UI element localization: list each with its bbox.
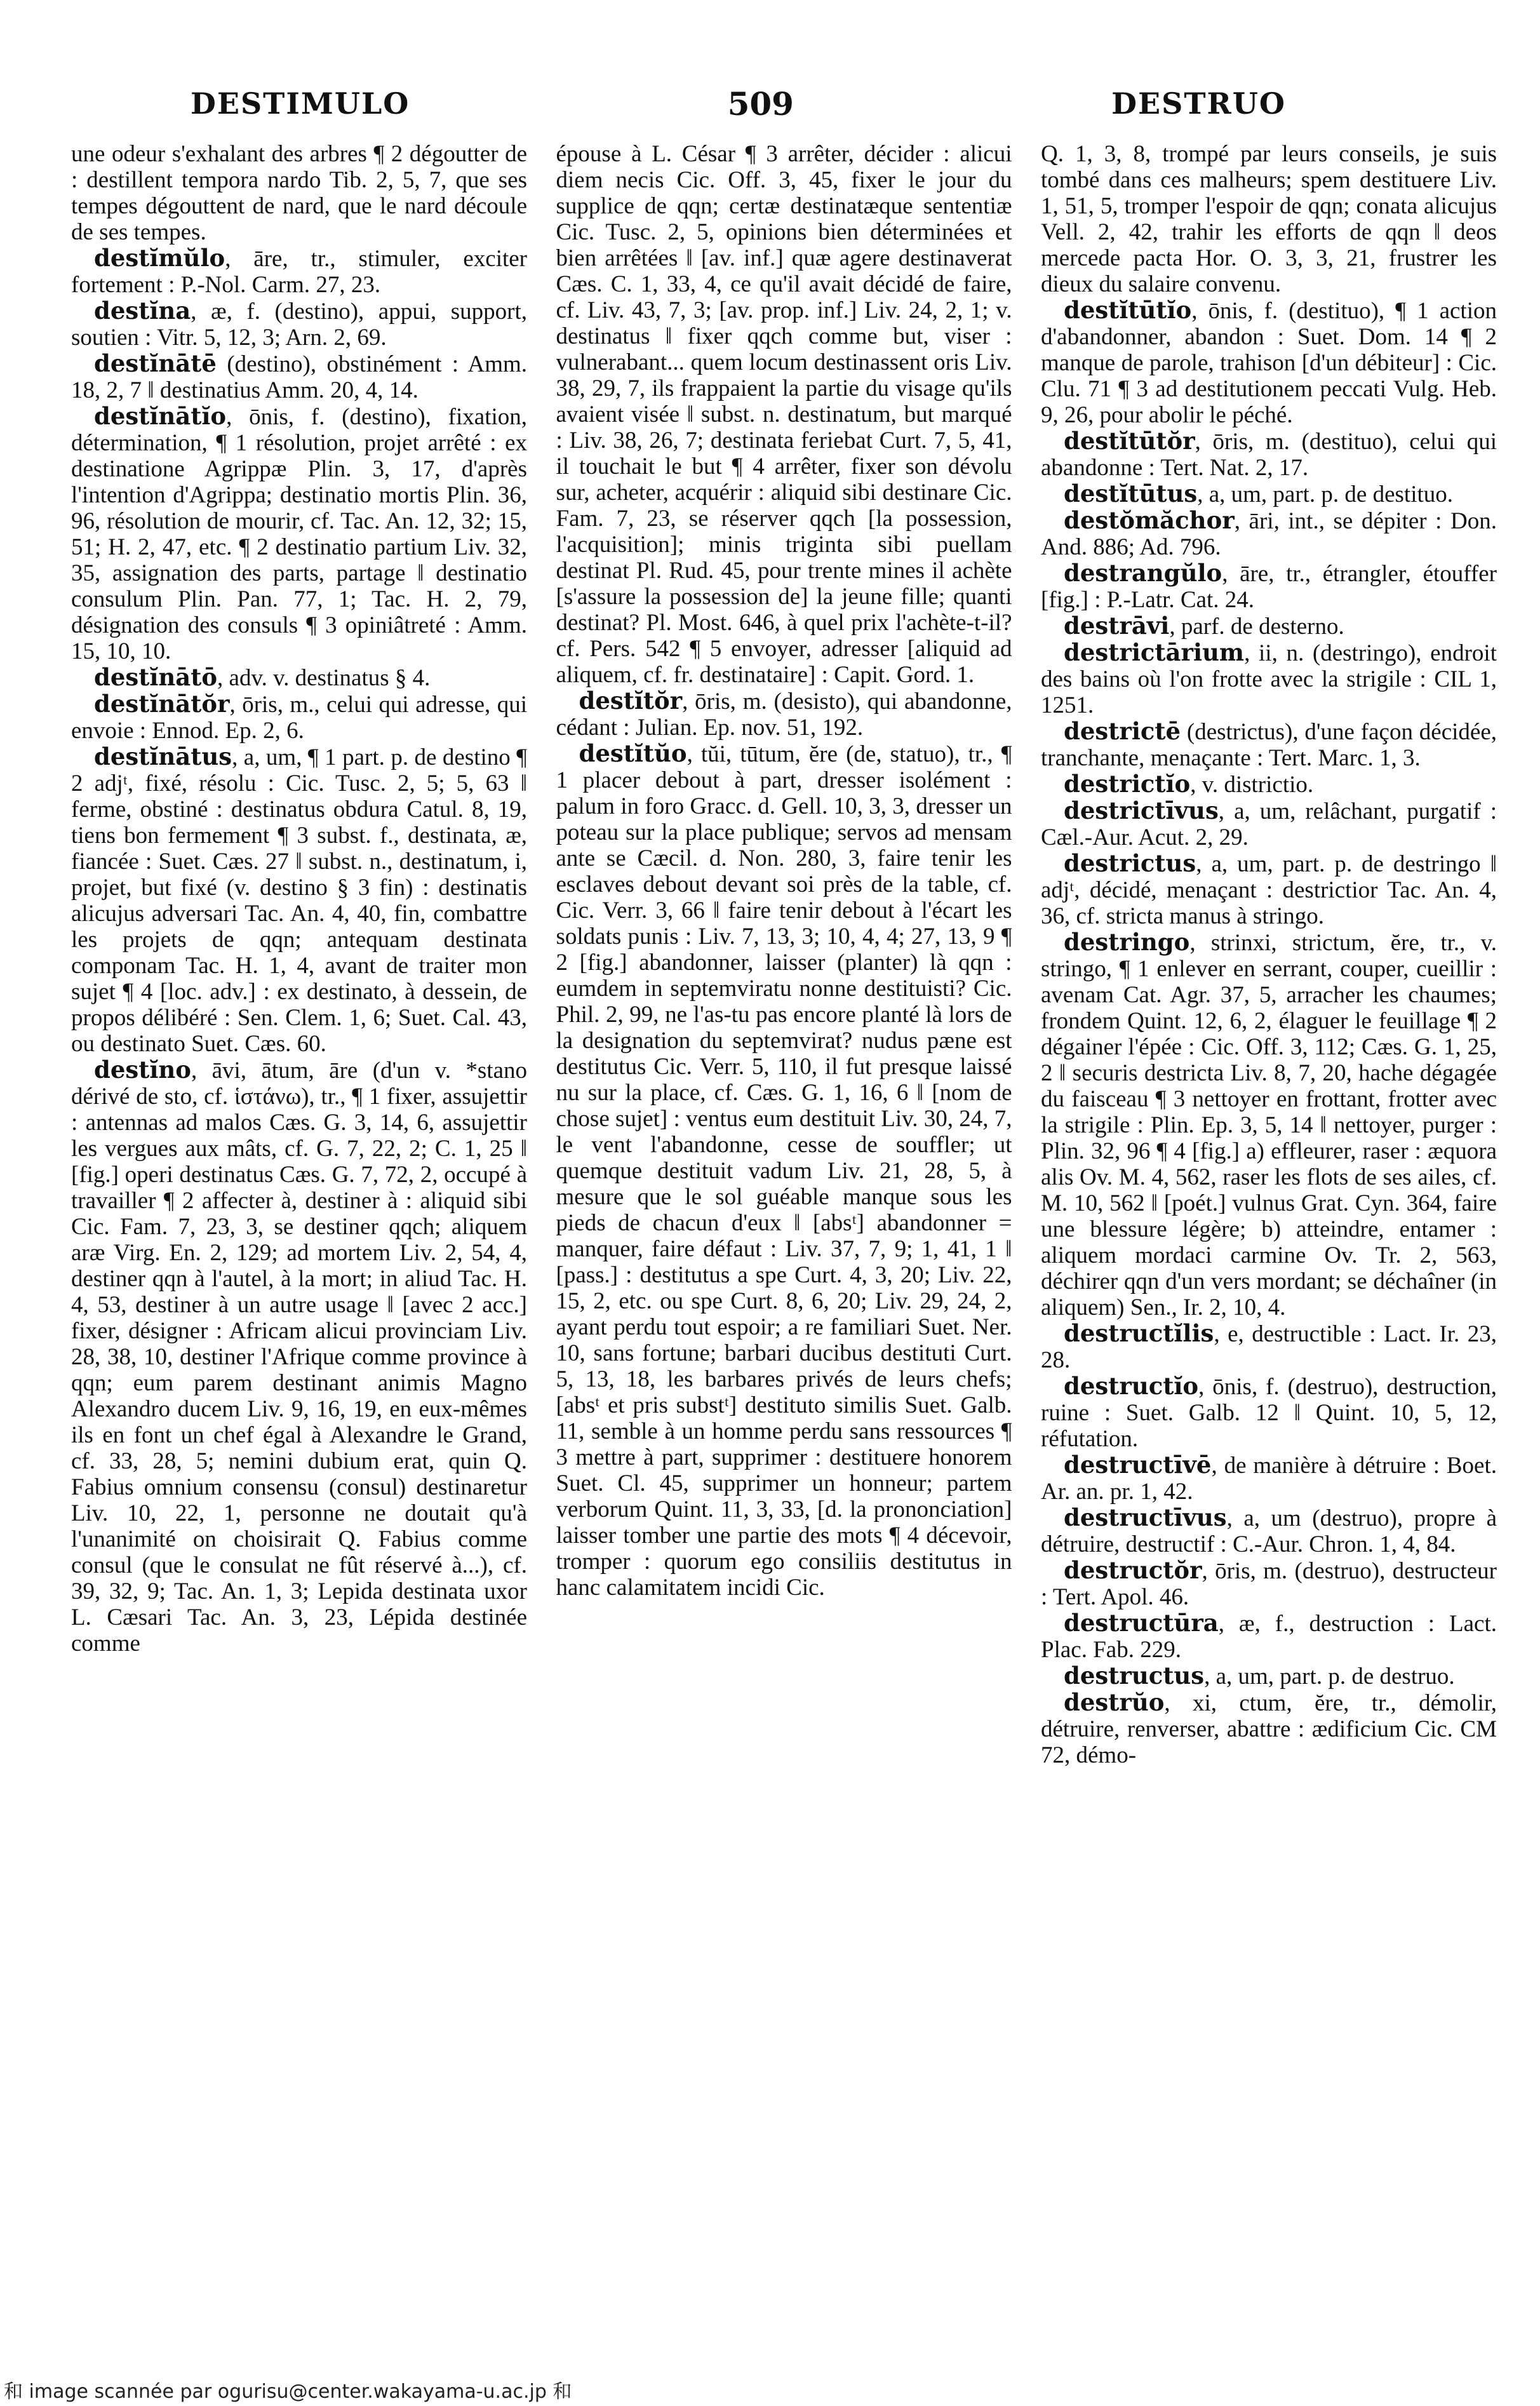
headword: destructīvus (1064, 1503, 1227, 1531)
scan-credit-footer: 和 image scannée par ogurisu@center.wakayama-u.ac.jp 和 (4, 2381, 572, 2403)
dictionary-entry: destĭtūtus, a, um, part. p. de destituo. (1064, 480, 1454, 507)
headword: destĭtŭo (579, 739, 687, 767)
dictionary-entry: destructus, a, um, part. p. de destruo. (1064, 1662, 1455, 1690)
headword: destructus (1064, 1662, 1205, 1690)
dictionary-entry: Q. 1, 3, 8, trompé par leurs conseils, je suis tombé dans ces malheurs; spem destituere Liv. 1, 51, 5, tromper l'espoir de qqn; conata alicujus Vell. 2, 42, trahir les efforts de qqn ‖ deos mercede pacta Hor. O. 3, 3, 21, frustrer les dieux du salaire convenu. (1041, 141, 1497, 297)
dictionary-entry: destĭnātus, a, um, ¶ 1 part. p. de destino ¶ 2 adjᵗ, fixé, résolu : Cic. Tusc. 2, 5; 5, 63 ‖ ferme, obstiné : destinatus obdura Catul. 8, 19, tiens bon fermement ¶ 3 subst. f., destinata, æ, fiancée : Suet. Cæs. 27 ‖ subst. n., destinatum, i, projet, but fixé (v. destino § 3 fin) : destinatis alicujus adversari Tac. An. 4, 40, fin, combattre les projets de qqn; antequam destinata componam Tac. H. 1, 4, avant de traiter mon sujet ¶ 4 [loc. adv.] : ex destinato, à dessein, de propos délibéré : Sen. Clem. 1, 6; Suet. Cal. 43, ou destinato Suet. Cæs. 60. (71, 743, 527, 1057)
headword: destructŏr (1064, 1556, 1202, 1584)
dictionary-entry: destructīvus, a, um (destruo), propre à détruire, destructif : C.-Aur. Chron. 1, 4, 84. (1041, 1503, 1497, 1557)
dictionary-entry: destructĭlis, e, destructible : Lact. Ir. 23, 28. (1041, 1319, 1497, 1373)
dictionary-entry: destĭtŏr, ōris, m. (desisto), qui abandonne, cédant : Julian. Ep. nov. 51, 192. (556, 687, 1012, 741)
headword: destructūra (1064, 1609, 1219, 1637)
headword: destrāvi (1064, 612, 1170, 640)
headword: destĭna (94, 297, 191, 325)
column-left (71, 141, 527, 2320)
text-columns (71, 141, 1497, 2320)
headword: destĭtŏr (579, 687, 683, 715)
headword: destĭnātus (94, 743, 232, 770)
headword: destĭtūtus (1064, 480, 1198, 507)
dictionary-entry: destĭnātē (destino), obstinément : Amm. 18, 2, 7 ‖ destinatius Amm. 20, 4, 14. (71, 349, 527, 403)
dictionary-entry: destĭno, āvi, ātum, āre (d'un v. *stano dérivé de sto, cf. ἱστάνω), tr., ¶ 1 fixer, assujettir : antennas ad malos Cæs. G. 3, 14, 6, assujettir les vergues aux mâts, cf. G. 7, 22, 2; C. 1, 25 ‖ [fig.] operi destinatus Cæs. G. 7, 72, 2, occupé à travailler ¶ 2 affecter à, destiner à : aliquid sibi Cic. Fam. 7, 23, 3, se destiner qqch; aliquem aræ Virg. En. 2, 129; ad mortem Liv. 2, 54, 4, destiner qqn à l'autel, à la mort; in aliud Tac. H. 4, 53, destiner à un autre usage ‖ [avec 2 acc.] fixer, désigner : Africam alicui provinciam Liv. 28, 38, 10, destiner l'Afrique comme province à qqn; eum parem destinant animis Magno Alexandro ducem Liv. 9, 16, 19, en eux-mêmes ils en font un chef égal à Alexandre le Grand, cf. 33, 28, 5; nemini dubium erat, quin Q. Fabius omnium consensu (consul) destinaretur Liv. 10, 22, 1, personne ne doutait qu'à l'unanimité on choisirait Q. Fabius comme consul (que le consulat ne fût réservé à...), cf. 39, 32, 9; Tac. An. 1, 3; Lepida destinata uxor L. Cæsari Tac. An. 3, 23, Lépida destinée comme (71, 1056, 527, 1657)
headword: destĭnātŏr (94, 690, 230, 718)
column-middle (556, 141, 1012, 2320)
header-last-word: DESTRUO (1111, 86, 1286, 121)
dictionary-entry: destrictus, a, um, part. p. de destringo ‖ adjᵗ, décidé, menaçant : destrictior Tac. An. 4, 36, cf. stricta manus à stringo. (1041, 849, 1497, 929)
headword: destŏmăchor (1064, 506, 1235, 534)
dictionary-entry: destĭtūtĭo, ōnis, f. (destituo), ¶ 1 action d'abandonner, abandon : Suet. Dom. 14 ¶ 2 manque de parole, trahison [d'un débiteur] : Cic. Clu. 71 ¶ 3 ad destitutionem peccati Vulg. Heb. 9, 26, pour abolir le péché. (1041, 296, 1497, 428)
dictionary-entry: destĭtŭo, tŭi, tūtum, ĕre (de, statuo), tr., ¶ 1 placer debout à part, dresser isolément : palum in foro Gracc. d. Gell. 10, 3, 3, dresser un poteau sur la place publique; servos ad mensam ante se Cæcil. d. Non. 280, 3, faire tenir les esclaves debout devant soi près de la table, cf. Cic. Verr. 3, 66 ‖ faire tenir debout à l'écart les soldats punis : Liv. 7, 13, 3; 10, 4, 4; 27, 13, 9 ¶ 2 [fig.] abandonner, laisser (planter) là qqn : eumdem in septemviratu nonne destituisti? Cic. Phil. 2, 99, ne l'as-tu pas encore planté là lors de la designation du septemvirat? nudus pæne est destitutus Cic. Verr. 5, 110, il fut presque laissé nu sur la place, cf. Cæs. G. 1, 16, 6 ‖ [nom de chose sujet] : ventus eum destituit Liv. 30, 24, 7, le vent l'abandonne, cesse de souffler; ut quemque destituit vadum Liv. 21, 28, 5, à mesure que le sol guéable manque sous les pieds de chacun d'eux ‖ [absᵗ] abandonner = manquer, faire défaut : Liv. 37, 7, 9; 1, 41, 1 ‖ [pass.] : destitutus a spe Curt. 4, 3, 20; Liv. 22, 15, 2, etc. ou spe Curt. 8, 6, 20; Liv. 29, 24, 2, ayant perdu tout espoir; a re familiari Suet. Ner. 10, sans fortune; barbari ducibus destituti Curt. 5, 13, 18, les barbares privés de leurs chefs; [absᵗ et pris substᵗ] destituto similis Suet. Galb. 11, semble à un homme perdu sans ressources ¶ 3 mettre à part, supprimer : destituere honorem Suet. Cl. 45, supprimer un honneur; partem verborum Quint. 11, 3, 33, [d. la prononciation] laisser tomber une partie des mots ¶ 4 décevoir, tromper : quorum ego consiliis destitutus in hanc calamitatem incidi Cic. (556, 739, 1012, 1601)
headword: destructīvē (1064, 1451, 1212, 1479)
running-head (191, 75, 1286, 132)
headword: destructĭlis (1064, 1319, 1214, 1347)
headword: destrictārium (1064, 638, 1245, 666)
headword: destĭmŭlo (94, 244, 225, 272)
headword: destĭtūtŏr (1064, 427, 1195, 455)
dictionary-entry: destĭna, æ, f. (destino), appui, support, soutien : Vitr. 5, 12, 3; Arn. 2, 69. (71, 297, 527, 351)
dictionary-entry: destructīvē, de manière à détruire : Boet. Ar. an. pr. 1, 42. (1041, 1451, 1497, 1505)
dictionary-entry: destructĭo, ōnis, f. (destruo), destruction, ruine : Suet. Galb. 12 ‖ Quint. 10, 5, 12, réfutation. (1041, 1372, 1497, 1452)
headword: destĭtūtĭo (1064, 296, 1192, 324)
headword: destĭnātō (94, 663, 218, 691)
dictionary-entry: destringo, strinxi, strictum, ĕre, tr., v. stringo, ¶ 1 enlever en serrant, couper, cueillir : avenam Cat. Agr. 37, 5, arracher les chaumes; frondem Quint. 12, 6, 2, élaguer le feuillage ¶ 2 dégainer l'épée : Cic. Off. 3, 112; Cæs. G. 1, 25, 2 ‖ securis destricta Liv. 8, 7, 20, hache dégagée du faisceau ¶ 3 nettoyer en frottant, frotter avec la strigile : Plin. Ep. 3, 5, 14 ‖ nettoyer, purger : Plin. 32, 96 ¶ 4 [fig.] a) effleurer, raser : æquora alis Ov. M. 4, 562, raser les flots de ses ailes, cf. M. 10, 562 ‖ [poét.] vulnus Grat. Cyn. 364, faire une blessure légère; b) atteindre, entamer : aliquem mordaci carmine Ov. Tr. 2, 563, déchirer qqn d'un vers mordant; se déchaîner (in aliquem) Sen., Ir. 2, 10, 4. (1041, 928, 1497, 1321)
headword: destĭno (94, 1056, 191, 1084)
dictionary-entry: destructūra, æ, f., destruction : Lact. Plac. Fab. 229. (1041, 1609, 1497, 1663)
dictionary-entry: destrāvi, parf. de desterno. (1064, 612, 1344, 640)
dictionary-entry: destĭnātŏr, ōris, m., celui qui adresse, qui envoie : Ennod. Ep. 2, 6. (71, 690, 527, 744)
dictionary-entry: destrictārium, ii, n. (destringo), endroit des bains où l'on frotte avec la strigile : CIL 1, 1251. (1041, 638, 1497, 718)
headword: destrictus (1064, 849, 1196, 877)
dictionary-entry: destrŭo, xi, ctum, ĕre, tr., démolir, détruire, renverser, abattre : ædificium Cic. CM 72, démo- (1041, 1688, 1497, 1768)
headword: destrictīvus (1064, 796, 1219, 824)
dictionary-entry: destĭnātō, adv. v. destinatus § 4. (94, 663, 431, 691)
headword: destĭnātĭo (94, 402, 227, 430)
dictionary-entry: destructŏr, ōris, m. (destruo), destructeur : Tert. Apol. 46. (1041, 1556, 1497, 1610)
headword: destringo (1064, 928, 1190, 956)
header-first-word: DESTIMULO (191, 86, 410, 121)
dictionary-entry: destĭtūtŏr, ōris, m. (destituo), celui qui abandonne : Tert. Nat. 2, 17. (1041, 427, 1497, 481)
dictionary-entry: destŏmăchor, āri, int., se dépiter : Don. And. 886; Ad. 796. (1041, 506, 1497, 560)
dictionary-entry: épouse à L. César ¶ 3 arrêter, décider : alicui diem necis Cic. Off. 3, 45, fixer le jour du supplice de qqn; certæ destinatæque sententiæ Cic. Tusc. 2, 5, opinions bien déterminées et bien arrêtées ‖ [av. inf.] quæ agere destinaverat Cæs. C. 1, 33, 4, ce qu'il avait décidé de faire, cf. Liv. 43, 7, 3; [av. prop. inf.] Liv. 24, 2, 1; v. destinatus ‖ fixer qqch comme but, viser : vulnerabant... quem locum destinassent oris Liv. 38, 29, 7, ils frappaient la partie du visage qu'ils avaient visée ‖ subst. n. destinatum, but marqué : Liv. 38, 26, 7; destinata feriebat Curt. 7, 5, 41, il touchait le but ¶ 4 arrêter, fixer son dévolu sur, acheter, acquérir : aliquid sibi destinare Cic. Fam. 7, 23, se réserver qqch [la possession, l'acquisition]; minis triginta sibi puellam destinat Pl. Rud. 45, pour trente mines il achète [s'assure la possession de] la jeune fille; quanti destinat? Pl. Most. 646, à quel prix l'achète-t-il? cf. Pers. 542 ¶ 5 envoyer, adresser [aliquid ad aliquem, cf. fr. destinataire] : Capit. Gord. 1. (556, 141, 1012, 688)
dictionary-entry: destĭmŭlo, āre, tr., stimuler, exciter fortement : P.-Nol. Carm. 27, 23. (71, 244, 527, 298)
headword: destrictĭo (1064, 770, 1191, 798)
headword: destrangŭlo (1064, 559, 1222, 587)
dictionary-entry: une odeur s'exhalant des arbres ¶ 2 dégoutter de : destillent tempora nardo Tib. 2, 5, 7, que ses tempes dégouttent de nard, que le nard découle de ses tempes. (71, 141, 527, 245)
headword: destĭnātē (94, 349, 217, 377)
headword: destrŭo (1064, 1688, 1165, 1716)
dictionary-entry: destrictīvus, a, um, relâchant, purgatif : Cæl.-Aur. Acut. 2, 29. (1041, 796, 1497, 850)
headword: destrictē (1064, 717, 1181, 745)
column-right (1041, 141, 1497, 2320)
dictionary-entry: destrictē (destrictus), d'une façon décidée, tranchante, menaçante : Tert. Marc. 1, 3. (1041, 717, 1497, 771)
dictionary-entry: destĭnātĭo, ōnis, f. (destino), fixation, détermination, ¶ 1 résolution, projet arrêté : ex destinatione Agrippæ Plin. 3, 17, d'après l'intention d'Agrippa; destinatio mortis Plin. 36, 96, résolution de mourir, cf. Tac. An. 12, 32; 15, 51; H. 2, 47, etc. ¶ 2 destinatio partium Liv. 32, 35, assignation des parts, partage ‖ destinatio consulum Plin. Pan. 77, 1; Tac. H. 2, 79, désignation des consuls ¶ 3 opiniâtreté : Amm. 15, 10, 10. (71, 402, 527, 664)
dictionary-entry: destrangŭlo, āre, tr., étrangler, étouffer [fig.] : P.-Latr. Cat. 24. (1041, 559, 1497, 613)
headword: destructĭo (1064, 1372, 1199, 1400)
page-number: 509 (727, 84, 794, 123)
dictionary-entry: destrictĭo, v. districtio. (1064, 770, 1314, 798)
